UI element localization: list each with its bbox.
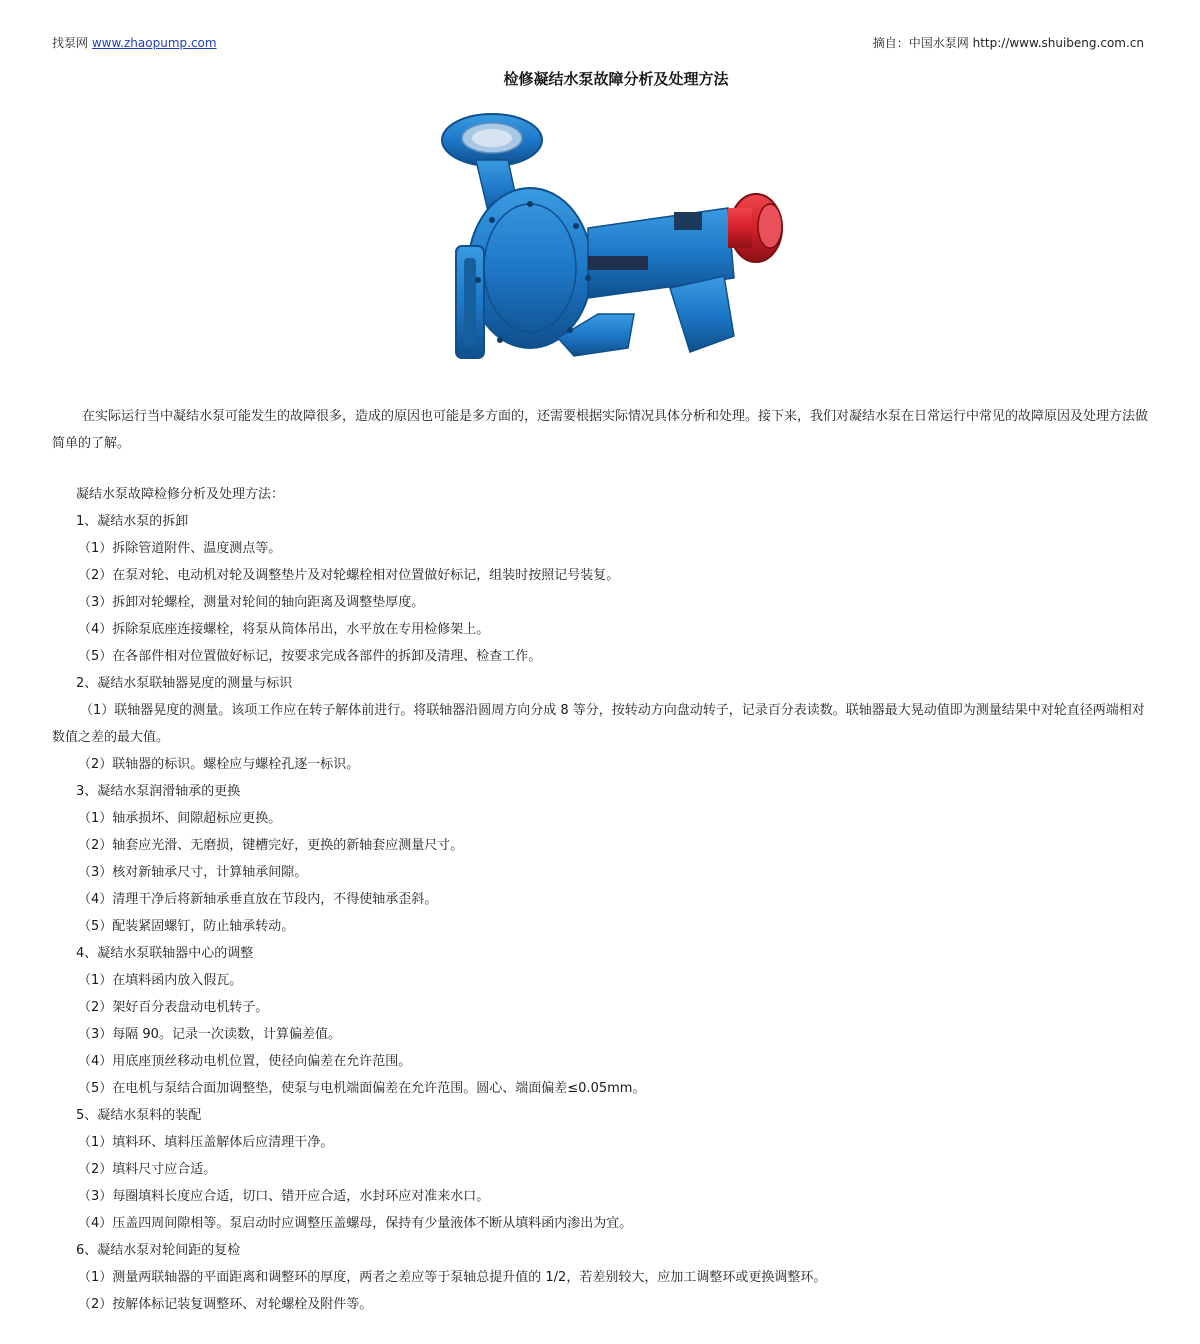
list-item: （3）拆卸对轮螺栓，测量对轮间的轴向距离及调整垫厚度。: [78, 595, 425, 610]
list-item: （1）拆除管道附件、温度测点等。: [78, 541, 282, 556]
list-item: （3）每隔 90。记录一次读数，计算偏差值。: [78, 1027, 341, 1042]
section-heading: 6、凝结水泵对轮间距的复检: [76, 1243, 241, 1258]
list-item: （2）在泵对轮、电动机对轮及调整垫片及对轮螺栓相对位置做好标记，组装时按照记号装复。: [78, 568, 620, 583]
list-item: （1）在填料函内放入假瓦。: [78, 973, 243, 988]
list-item: （4）拆除泵底座连接螺栓，将泵从筒体吊出，水平放在专用检修架上。: [78, 622, 490, 637]
pump-image: [438, 108, 788, 390]
list-item: （4）压盖四周间隙相等。泵启动时应调整压盖螺母，保持有少量液体不断从填料函内渗出为宜。: [78, 1216, 633, 1231]
list-item: （4）清理干净后将新轴承垂直放在节段内，不得使轴承歪斜。: [78, 892, 438, 907]
site-link[interactable]: www.zhaopump.com: [91, 36, 217, 50]
site-credit: [52, 34, 217, 51]
page-header: [52, 34, 1144, 52]
list-item: （1）联轴器晃度的测量。该项工作应在转子解体前进行。将联轴器沿圆周方向分成 8 等分，按转动方向盘动转子，记录百分表读数。联轴器最大晃动值即为测量结果中对轮直径两端相对数值之差的最大值。: [52, 703, 1145, 745]
list-item: （2）按解体标记装复调整环、对轮螺栓及附件等。: [78, 1297, 373, 1312]
list-item: （1）测量两联轴器的平面距离和调整环的厚度，两者之差应等于泵轴总提升值的 1/2，若差别较大，应加工调整环或更换调整环。: [78, 1270, 827, 1285]
section-heading: 5、凝结水泵料的装配: [76, 1108, 202, 1123]
section-heading: 3、凝结水泵润滑轴承的更换: [76, 784, 241, 799]
site-label: 找泵网: [52, 36, 89, 50]
list-item: （5）配装紧固螺钉，防止轴承转动。: [78, 919, 295, 934]
article-title: 检修凝结水泵故障分析及处理方法: [503, 70, 729, 88]
list-item: （5）在各部件相对位置做好标记，按要求完成各部件的拆卸及清理、检查工作。: [78, 649, 542, 664]
section-heading: 1、凝结水泵的拆卸: [76, 514, 189, 529]
intro-paragraph: 在实际运行当中凝结水泵可能发生的故障很多，造成的原因也可能是多方面的，还需要根据实际情况具体分析和处理。接下来，我们对凝结水泵在日常运行中常见的故障原因及处理方法做简单的了解。: [52, 409, 1149, 451]
list-item: （3）每圈填料长度应合适，切口、错开应合适，水封环应对准来水口。: [78, 1189, 490, 1204]
list-item: （4）用底座顶丝移动电机位置，使径向偏差在允许范围。: [78, 1054, 412, 1069]
list-item: （2）填料尺寸应合适。: [78, 1162, 217, 1177]
section-heading: 4、凝结水泵联轴器中心的调整: [76, 946, 254, 961]
list-item: （1）填料环、填料压盖解体后应清理干净。: [78, 1135, 334, 1150]
list-item: （5）在电机与泵结合面加调整垫，使泵与电机端面偏差在允许范围。圆心、端面偏差≤0.05mm。: [78, 1081, 646, 1096]
source-credit: 摘自：中国水泵网 http://www.shuibeng.com.cn: [872, 36, 1144, 50]
list-item: （2）联轴器的标识。螺栓应与螺栓孔逐一标识。: [78, 757, 360, 772]
list-item: （3）核对新轴承尺寸，计算轴承间隙。: [78, 865, 308, 880]
list-item: （1）轴承损坏、间隙超标应更换。: [78, 811, 282, 826]
list-item: （2）架好百分表盘动电机转子。: [78, 1000, 269, 1015]
section-heading: 2、凝结水泵联轴器晃度的测量与标识: [76, 676, 293, 691]
procedure-list: [52, 481, 1150, 1318]
list-item: （2）轴套应光滑、无磨损，键槽完好，更换的新轴套应测量尺寸。: [78, 838, 464, 853]
list-lead: 凝结水泵故障检修分析及处理方法：: [76, 487, 285, 502]
